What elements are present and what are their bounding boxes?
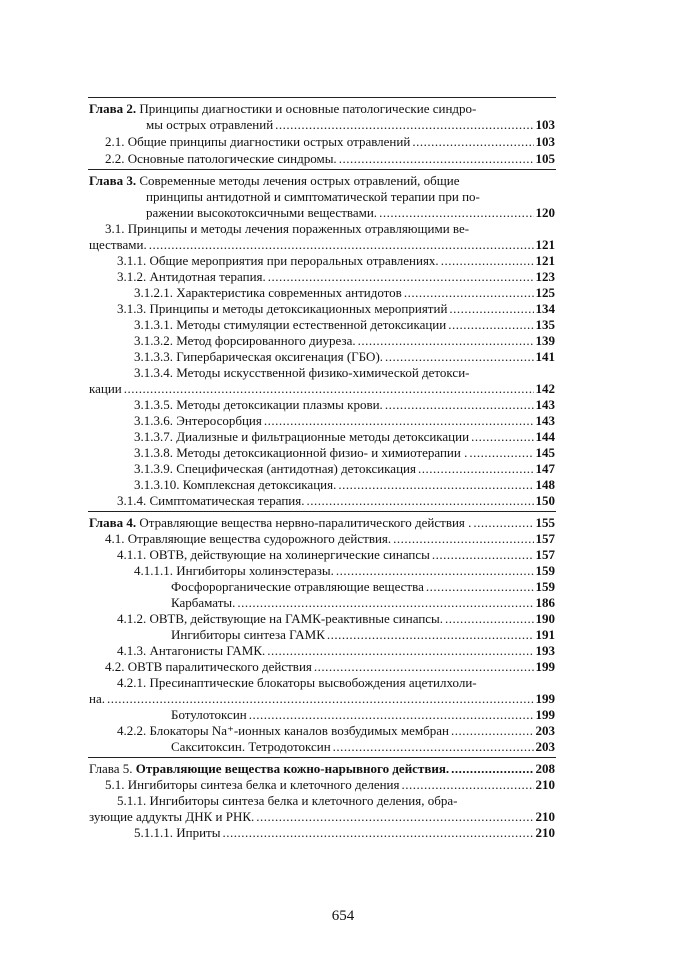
entry-text: 3.1.3.5. Методы детоксикации плазмы крови. [134,397,383,412]
entry-page: 155 [535,515,555,530]
toc-entry-text: 3.1.3.4. Методы искусственной физико-химической детокси- [134,365,470,380]
entry-page: 135 [535,317,555,332]
toc-entry[interactable] [117,547,555,562]
entry-page: 147 [535,461,555,476]
toc-entry[interactable] [89,237,555,252]
entry-page: 210 [535,777,555,792]
leader-dots [418,461,534,476]
entry-text: 3.1.3.8. Методы детоксикационной физио- и химиотерапии . [134,445,468,460]
entry-text: 3.1.2.1. Характеристика современных антидотов [134,285,402,300]
leader-dots [379,205,533,220]
entry-page: 145 [535,445,555,460]
entry-page: 143 [535,413,555,428]
entry-page: 125 [535,285,555,300]
toc-entry[interactable] [117,723,555,738]
chapter-title: Принципы диагностики и основные патологические синдро- [139,101,477,116]
entry-page: 191 [535,627,555,642]
toc-entry[interactable] [171,579,555,594]
toc-entry[interactable] [105,134,555,149]
toc-entry[interactable] [134,825,555,840]
toc-entry[interactable] [134,477,555,492]
toc-entry[interactable] [105,531,555,546]
leader-dots [441,253,534,268]
leader-dots [275,117,533,132]
entry-page: 141 [535,349,555,364]
entry-text: Фосфорорганические отравляющие вещества [171,579,424,594]
toc-entry[interactable] [117,643,555,658]
toc-entry[interactable] [171,595,555,610]
entry-text: Ботулотоксин [171,707,247,722]
entry-text [89,761,449,776]
toc-entry[interactable] [134,429,555,444]
entry-text: 3.1.3.6. Энтеросорбция [134,413,262,428]
leader-dots [393,531,533,546]
entry-page: 157 [535,531,555,546]
section-rule [88,97,556,98]
toc-entry[interactable] [117,611,555,626]
chapter-2-heading [89,101,476,116]
leader-dots [469,445,533,460]
toc-entry[interactable] [134,333,555,348]
entry-text: 4.2.2. Блокаторы Na⁺-ионных каналов возбудимых мембран [117,723,449,738]
entry-text: 3.1.3.10. Комплексная детоксикация. [134,477,337,492]
toc-entry[interactable] [89,691,555,706]
toc-entry[interactable] [134,317,555,332]
leader-dots [385,397,534,412]
entry-text: мы острых отравлений [146,117,274,132]
leader-dots [107,691,534,706]
toc-entry[interactable] [105,777,555,792]
section-rule [88,757,556,758]
leader-dots [336,563,534,578]
entry-text: 2.1. Общие принципы диагностики острых отравлений [105,134,411,149]
chapter-label: Глава 4. [89,515,137,530]
leader-dots [445,611,533,626]
leader-dots [237,595,533,610]
toc-entry-text: 5.1.1. Ингибиторы синтеза белка и клеточного деления, обра- [117,793,458,808]
entry-text: 3.1.3.9. Специфическая (антидотная) детоксикация [134,461,416,476]
entry-page: 103 [535,134,555,149]
entry-page: 159 [535,579,555,594]
leader-dots [267,643,533,658]
toc-entry[interactable] [134,349,555,364]
entry-text: 4.1.1.1. Ингибиторы холинэстеразы. [134,563,334,578]
entry-page: 193 [535,643,555,658]
leader-dots [473,515,533,530]
entry-text: 3.1.4. Симптоматическая терапия. [117,493,305,508]
entry-text: 4.1.2. ОВТВ, действующие на ГАМК-реактивные синапсы. [117,611,444,626]
entry-text: зующие аддукты ДНК и РНК. [89,809,255,824]
entry-page: 120 [535,205,555,220]
entry-text: 4.1.3. Антагонисты ГАМК. [117,643,266,658]
toc-entry-text: 3.1. Принципы и методы лечения пораженных отравляющими ве- [105,221,470,236]
entry-text: 3.1.3.2. Метод форсированного диуреза. [134,333,356,348]
leader-dots [268,269,534,284]
toc-entry-text: 4.2.1. Пресинаптические блокаторы высвобождения ацетилхоли- [117,675,477,690]
leader-dots [404,285,534,300]
toc-entry[interactable] [134,413,555,428]
entry-text: 3.1.3.1. Методы стимуляции естественной детоксикации [134,317,447,332]
leader-dots [432,547,534,562]
page-number: 654 [331,908,355,924]
leader-dots [149,237,534,252]
entry-page: 199 [535,707,555,722]
leader-dots [471,429,533,444]
leader-dots [327,627,534,642]
entry-text: Сакситоксин. Тетродотоксин [171,739,331,754]
entry-text: Ингибиторы синтеза ГАМК [171,627,325,642]
toc-entry[interactable] [117,269,555,284]
leader-dots [338,477,533,492]
toc-entry[interactable] [134,397,555,412]
entry-text: 3.1.2. Антидотная терапия. [117,269,266,284]
entry-page: 203 [535,739,555,754]
toc-entry[interactable] [146,117,555,132]
leader-dots [256,809,533,824]
chapter-4-heading[interactable] [89,515,555,530]
entry-text: 4.2. ОВТВ паралитического действия [105,659,312,674]
toc-entry[interactable] [134,445,555,460]
toc-entry[interactable] [134,285,555,300]
toc-entry[interactable] [171,707,555,722]
leader-dots [451,761,533,776]
chapter-label: Глава 2. [89,101,137,116]
entry-text: ражении высокотоксичными веществами. [146,205,378,220]
entry-page: 142 [535,381,555,396]
entry-text: Карбаматы. [171,595,236,610]
entry-text: 5.1. Ингибиторы синтеза белка и клеточного деления [105,777,400,792]
toc-entry[interactable] [117,301,555,316]
toc-entry[interactable] [146,205,555,220]
entry-text: 3.1.3. Принципы и методы детоксикационных мероприятий [117,301,448,316]
leader-dots [314,659,534,674]
entry-page: 199 [535,691,555,706]
leader-dots [358,333,534,348]
leader-dots [333,739,534,754]
leader-dots [426,579,534,594]
entry-text: 4.1. Отравляющие вещества судорожного действия. [105,531,392,546]
leader-dots [451,723,534,738]
entry-text: 2.2. Основные патологические синдромы. [105,151,337,166]
leader-dots [307,493,534,508]
toc-entry[interactable] [171,627,555,642]
entry-page: 134 [535,301,555,316]
chapter-title: Отравляющие вещества кожно-нарывного действия. [135,761,450,776]
entry-text: 3.1.3.7. Диализные и фильтрационные методы детоксикации [134,429,470,444]
leader-dots [448,317,533,332]
entry-page: 148 [535,477,555,492]
entry-page: 210 [535,825,555,840]
leader-dots [385,349,533,364]
entry-page: 203 [535,723,555,738]
chapter-title: Современные методы лечения острых отравлений, общие [139,173,460,188]
toc-entry[interactable] [105,151,555,166]
entry-text: 4.1.1. ОВТВ, действующие на холинергические синапсы [117,547,430,562]
leader-dots [412,134,533,149]
entry-page: 123 [535,269,555,284]
leader-dots [339,151,534,166]
toc-entry[interactable] [117,493,555,508]
leader-dots [222,825,533,840]
entry-page: 157 [535,547,555,562]
entry-text: ществами. [89,237,147,252]
leader-dots [249,707,534,722]
section-rule [88,169,556,170]
entry-page: 210 [535,809,555,824]
entry-page: 190 [535,611,555,626]
entry-page: 103 [535,117,555,132]
entry-page: 150 [535,493,555,508]
entry-page: 121 [535,237,555,252]
entry-text: на. [89,691,105,706]
toc-entry[interactable] [89,809,555,824]
chapter-title-cont: принципы антидотной и симптоматической терапии при по- [146,189,480,204]
entry-text: 3.1.1. Общие мероприятия при пероральных отравлениях. [117,253,439,268]
entry-page: 144 [535,429,555,444]
entry-text: 3.1.3.3. Гипербарическая оксигенация (ГБО). [134,349,384,364]
chapter-5-heading[interactable] [89,761,555,776]
section-rule [88,511,556,512]
entry-text: кации [89,381,122,396]
entry-page: 105 [535,151,555,166]
toc-entry[interactable] [89,381,555,396]
entry-page: 186 [535,595,555,610]
toc-entry[interactable] [171,739,555,754]
entry-text [89,515,471,530]
entry-page: 208 [535,761,555,776]
leader-dots [449,301,533,316]
chapter-title: Отравляющие вещества нервно-паралитического действия . [139,515,472,530]
leader-dots [124,381,534,396]
toc-entry[interactable] [105,659,555,674]
entry-text: 5.1.1.1. Иприты [134,825,221,840]
toc-entry[interactable] [134,563,555,578]
leader-dots [264,413,534,428]
chapter-3-heading [89,173,460,188]
leader-dots [401,777,533,792]
entry-page: 121 [535,253,555,268]
entry-page: 139 [535,333,555,348]
entry-page: 159 [535,563,555,578]
chapter-label: Глава 5. [89,761,133,776]
entry-page: 199 [535,659,555,674]
toc-entry[interactable] [134,461,555,476]
toc-entry[interactable] [117,253,555,268]
entry-page: 143 [535,397,555,412]
chapter-label: Глава 3. [89,173,137,188]
